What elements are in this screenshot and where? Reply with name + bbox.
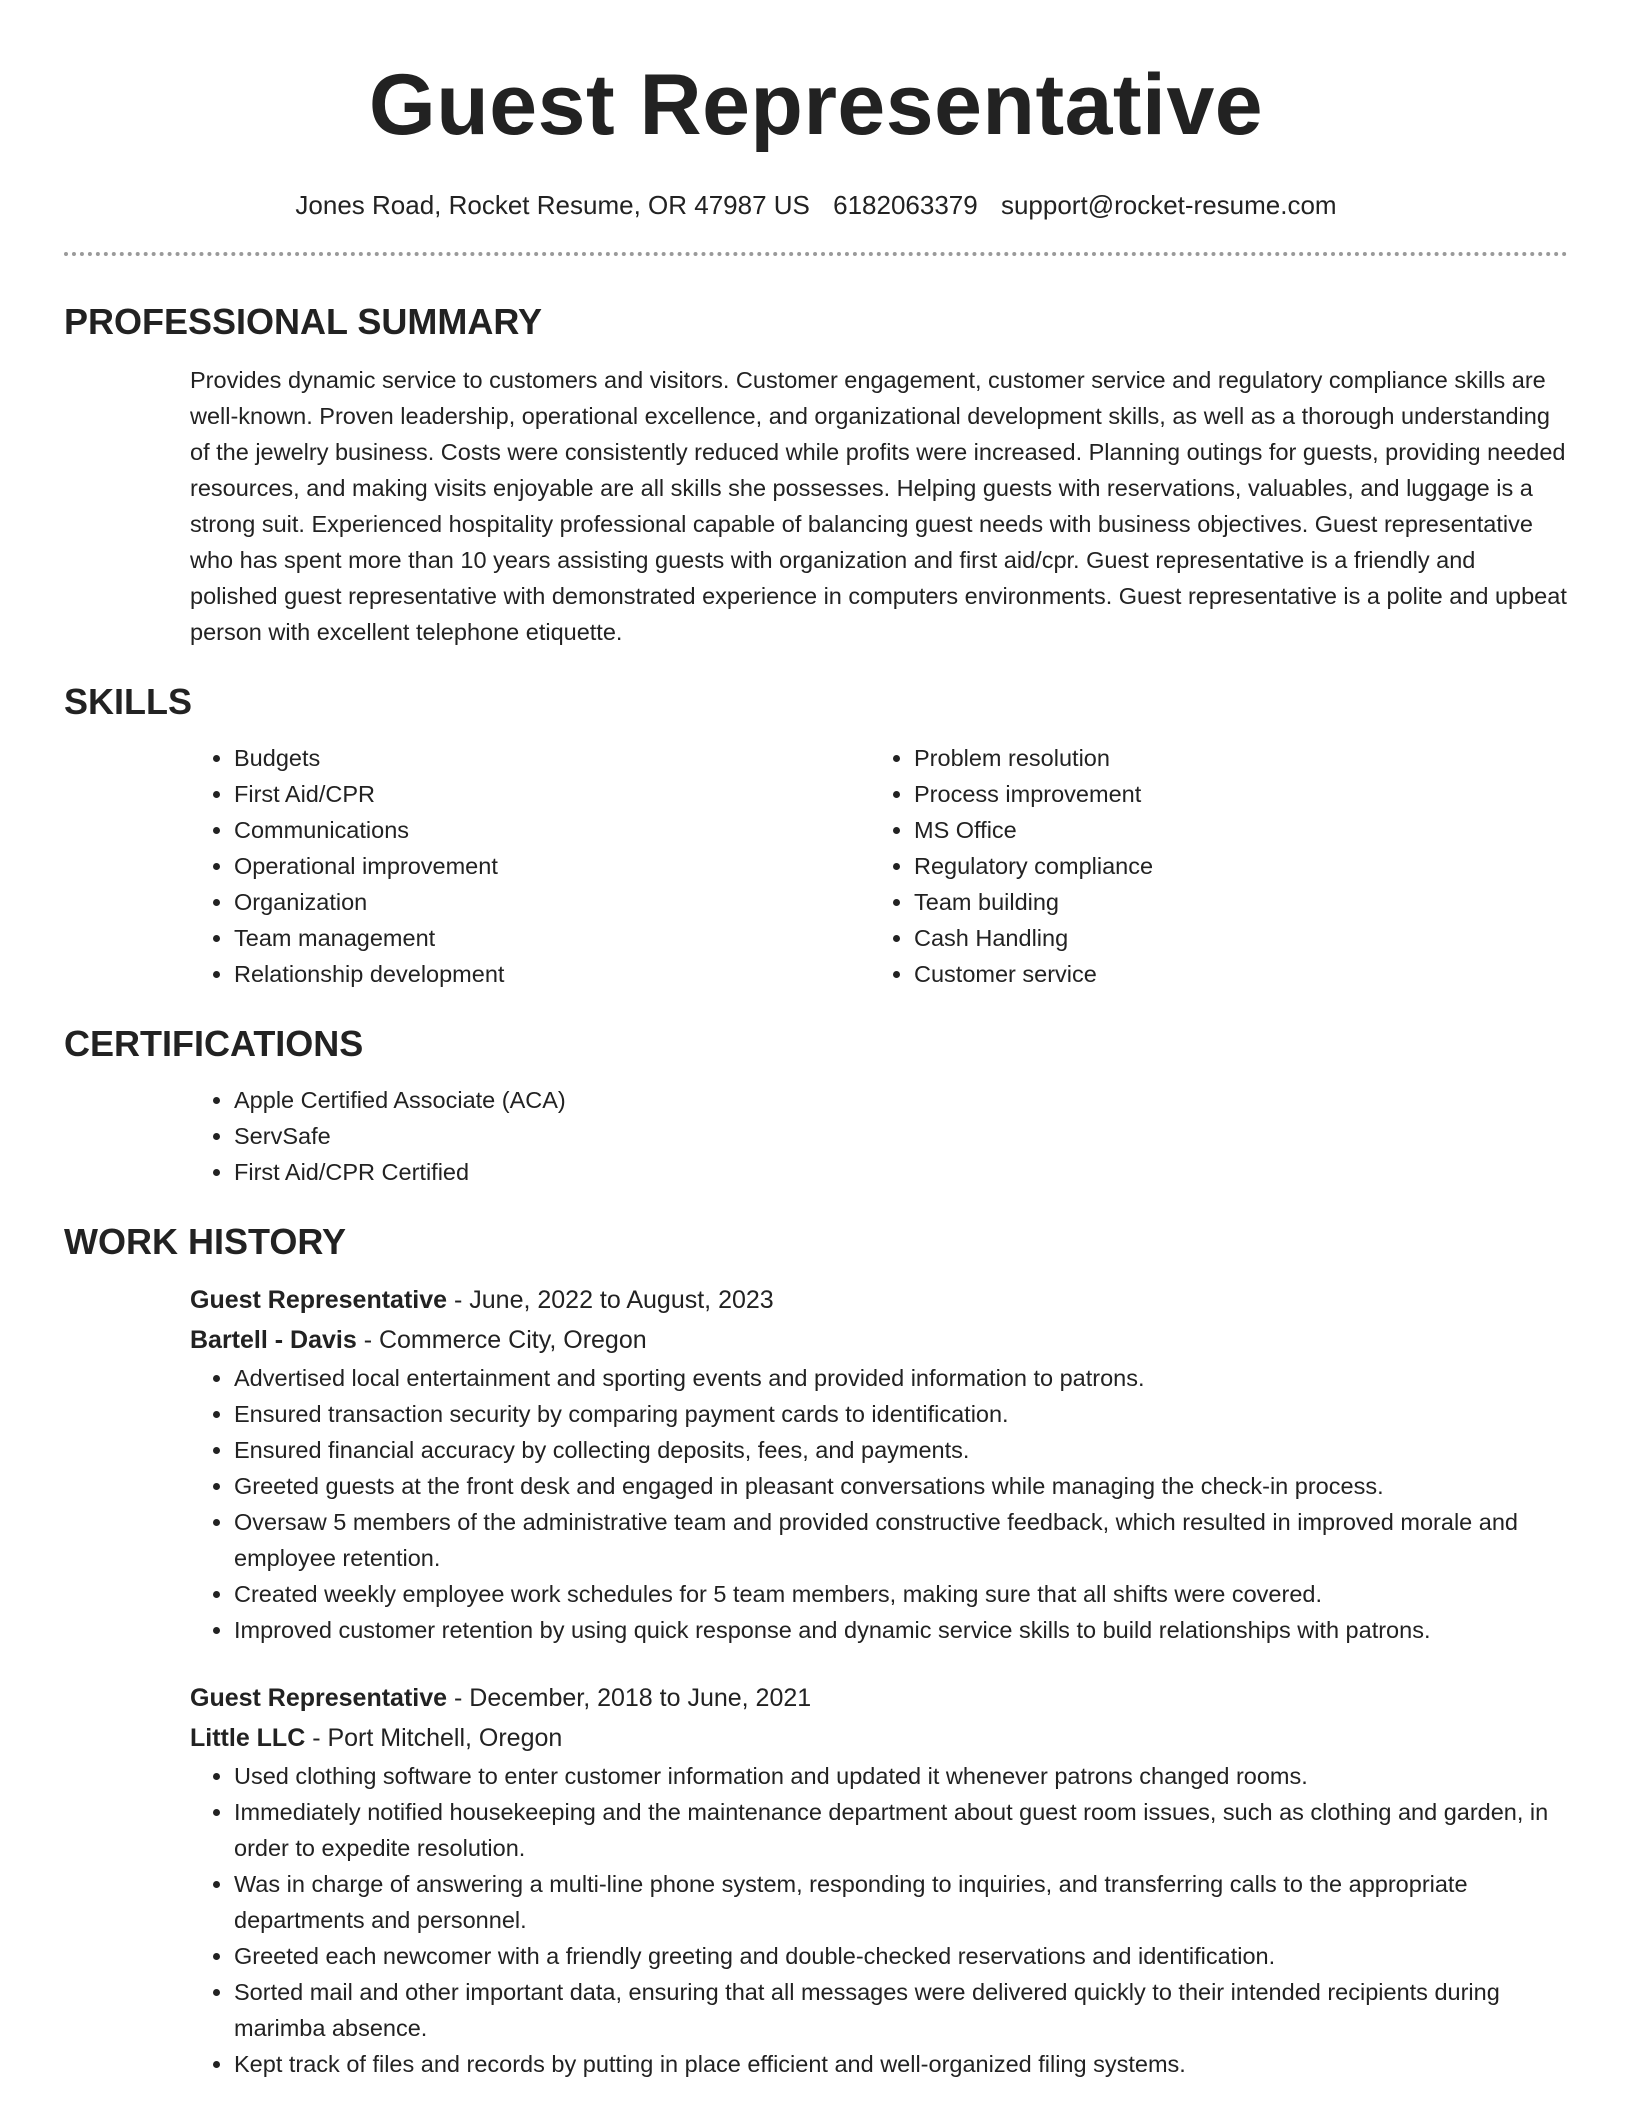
list-item: • Improved customer retention by using quick response and dynamic service skills to build relationships with patrons. [234,1612,1568,1648]
work-history-section [64,1220,1568,2082]
certifications-heading: CERTIFICATIONS [64,1023,364,1064]
summary-text: Provides dynamic service to customers and visitors. Customer engagement, customer service and regulatory compliance skills are well-known. Proven leadership, operational excellence, and organizational development skills, as well as a thorough understanding of the jewelry business. Costs were consistently reduced while profits were increased. Planning outings for guests, providing needed resources, and making visits enjoyable are all skills she possesses. Helping guests with reservations, valuables, and luggage is a strong suit. Experienced hospitality professional capable of balancing guest needs with business objectives. Guest representative who has spent more than 10 years assisting guests with organization and first aid/cpr. Guest representative is a friendly and polished guest representative with demonstrated experience in computers environments. Guest representative is a polite and upbeat person with excellent telephone etiquette. [190,367,1567,645]
skills-list-left [190,740,870,992]
email-text: support@rocket-resume.com [1000,190,1337,220]
list-item: • Ensured financial accuracy by collecting deposits, fees, and payments. [234,1432,1568,1468]
job-bullets [190,1758,1568,2082]
skills-column-left [190,740,870,992]
header-divider [64,252,1568,256]
list-item: • Customer service [914,956,1550,992]
list-item: • Immediately notified housekeeping and the maintenance department about guest room issues, such as clothing and garden, in order to expedite resolution. [234,1794,1568,1866]
job-dates: - December, 2018 to June, 2021 [447,1684,812,1712]
list-item: • Team management [234,920,870,956]
job-location: - Port Mitchell, Oregon [305,1724,563,1752]
skills-grid [190,740,1568,992]
list-item: • First Aid/CPR [234,776,870,812]
list-item: • Relationship development [234,956,870,992]
job-title-line [190,1678,1568,1718]
list-item: • Used clothing software to enter customer information and updated it whenever patrons changed rooms. [234,1758,1568,1794]
list-item: • Advertised local entertainment and sporting events and provided information to patrons. [234,1360,1568,1396]
work-history-body [190,1280,1568,2082]
list-item: • Regulatory compliance [914,848,1550,884]
list-item: • Oversaw 5 members of the administrative team and provided constructive feedback, which resulted in improved morale and employee retention. [234,1504,1568,1576]
list-item: • Kept track of files and records by putting in place efficient and well-organized filing systems. [234,2046,1568,2082]
job-role: Guest Representative [190,1286,448,1314]
skills-list-right [870,740,1550,992]
skills-section [64,680,1568,992]
job-dates: - June, 2022 to August, 2023 [447,1286,774,1314]
work-history-heading: WORK HISTORY [64,1221,347,1262]
phone-text: 6182063379 [833,190,978,220]
resume-page [64,0,1568,2082]
certifications-list [190,1082,1568,1190]
list-item: • Operational improvement [234,848,870,884]
contact-line [64,188,1568,222]
job-role: Guest Representative [190,1684,448,1712]
certifications-body [190,1082,1568,1190]
summary-heading: PROFESSIONAL SUMMARY [64,301,543,342]
skills-column-right [870,740,1550,992]
candidate-name: Guest Representative [368,57,1264,153]
job-bullets [190,1360,1568,1648]
list-item: • Cash Handling [914,920,1550,956]
job-entry [190,1280,1568,1648]
list-item: • Team building [914,884,1550,920]
list-item: • Communications [234,812,870,848]
job-company-line [190,1718,1568,1758]
job-company: Little LLC [190,1724,306,1752]
job-company: Bartell - Davis [190,1326,357,1354]
job-title-line [190,1280,1568,1320]
list-item: • Ensured transaction security by comparing payment cards to identification. [234,1396,1568,1432]
skills-heading: SKILLS [64,681,193,722]
list-item: • ServSafe [234,1118,1568,1154]
list-item: • Process improvement [914,776,1550,812]
job-entry [190,1678,1568,2082]
list-item: • Problem resolution [914,740,1550,776]
job-company-line [190,1320,1568,1360]
list-item: • Created weekly employee work schedules for 5 team members, making sure that all shifts were covered. [234,1576,1568,1612]
list-item: • Greeted each newcomer with a friendly greeting and double-checked reservations and identification. [234,1938,1568,1974]
summary-section [64,300,1568,650]
list-item: • Organization [234,884,870,920]
list-item: • Was in charge of answering a multi-line phone system, responding to inquiries, and transferring calls to the appropriate departments and personnel. [234,1866,1568,1938]
certifications-section [64,1022,1568,1190]
job-location: - Commerce City, Oregon [356,1326,647,1354]
list-item: • First Aid/CPR Certified [234,1154,1568,1190]
list-item: • MS Office [914,812,1550,848]
list-item: • Apple Certified Associate (ACA) [234,1082,1568,1118]
list-item: • Greeted guests at the front desk and engaged in pleasant conversations while managing the check-in process. [234,1468,1568,1504]
list-item: • Budgets [234,740,870,776]
address-text: Jones Road, Rocket Resume, OR 47987 US [295,190,810,220]
list-item: • Sorted mail and other important data, ensuring that all messages were delivered quickly to their intended recipients during marimba absence. [234,1974,1568,2046]
